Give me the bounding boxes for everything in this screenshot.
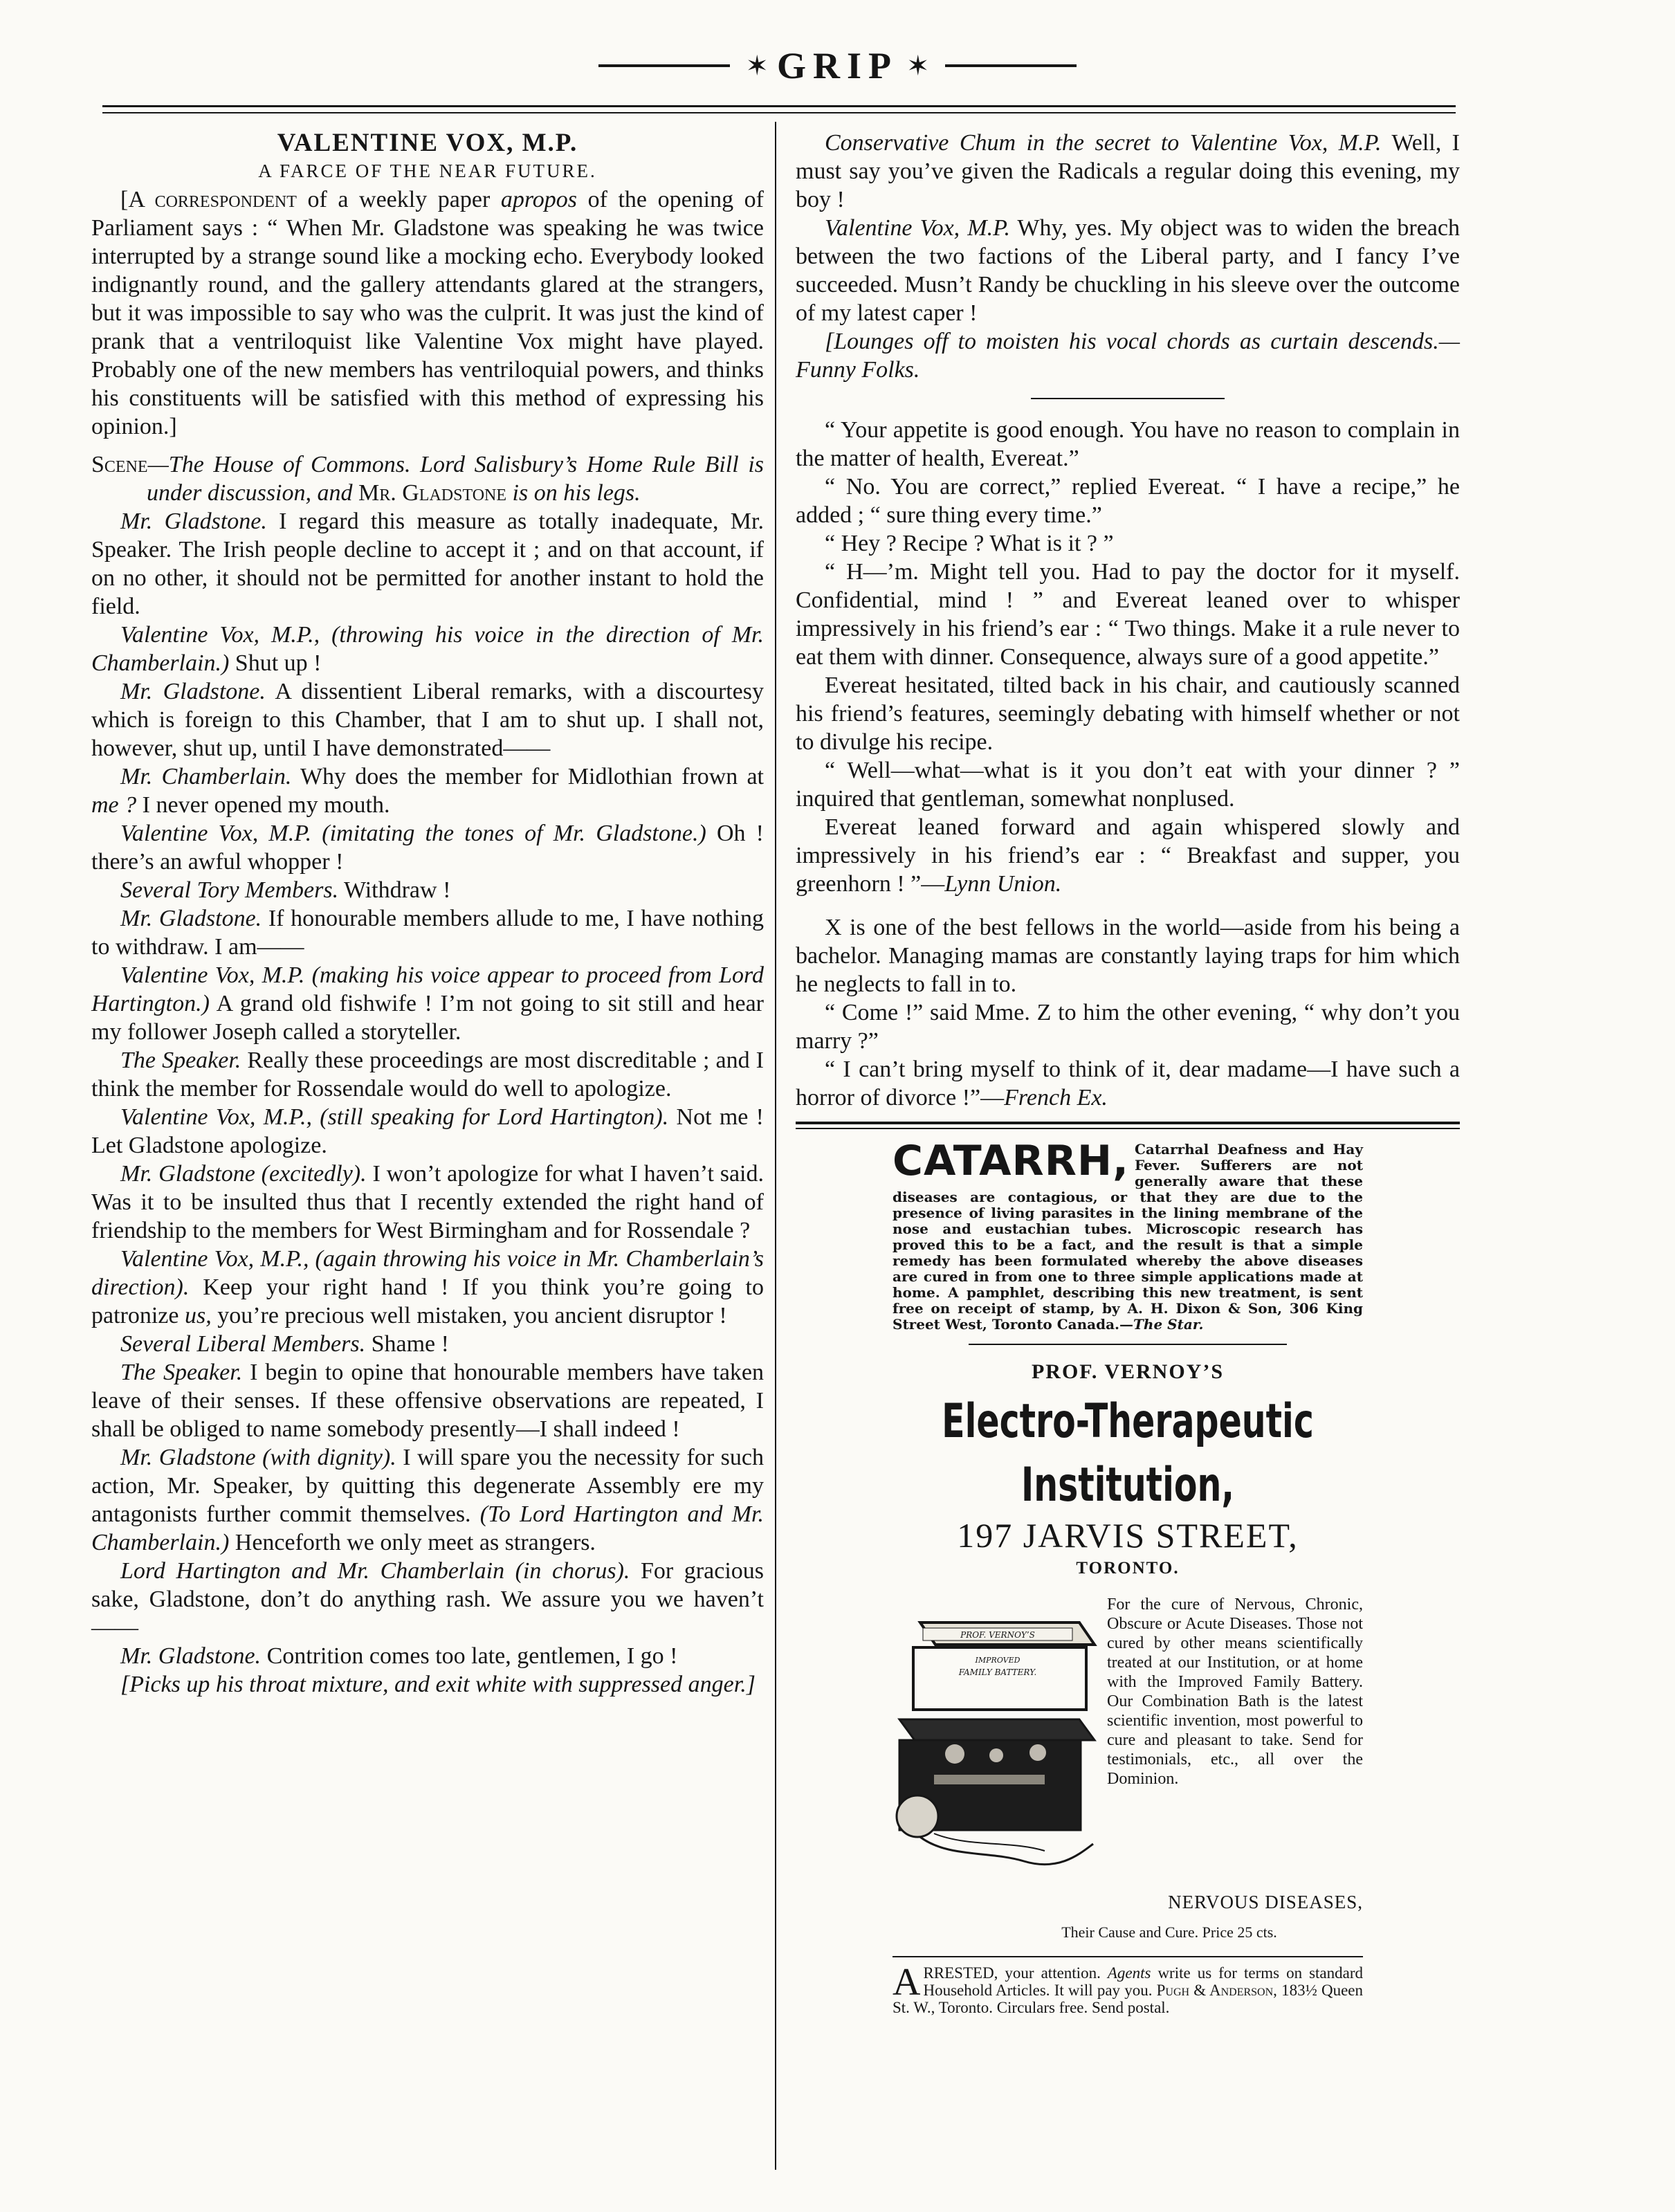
masthead-rule-right: [945, 64, 1077, 67]
source-credit: The Star.: [1133, 1316, 1204, 1333]
ad-proprietor: PROF. VERNOY’S: [1031, 1360, 1225, 1383]
box-label: FAMILY BATTERY.: [958, 1667, 1037, 1677]
star-icon: ✶: [745, 50, 769, 82]
anecdote-paragraph: “ Well—what—what is it you don’t eat with your dinner ? ” inquired that gentleman, somewhat nonplused.: [796, 758, 1460, 812]
dialogue-line: Mr. Chamberlain. Why does the member for Midlothian frown at me ? I never opened my mouth.: [91, 764, 764, 818]
dialogue-line: Mr. Gladstone. A dissentient Liberal remarks, with a discourtesy which is foreign to this Chamber, that I am to shut up. I shall not, however, shut up, until I have demonstrated——: [91, 679, 764, 761]
dialogue-line: The Speaker. I begin to opine that honourable members have taken leave of their senses. If these offensive observations are repeated, I shall be obliged to name somebody presently—I shall indeed !: [91, 1360, 764, 1442]
drop-cap: A: [893, 1961, 921, 2004]
masthead: [0, 44, 1675, 87]
right-column: [796, 129, 1460, 2016]
ad-description: For the cure of Nervous, Chronic, Obscure or Acute Diseases. Those not cured by other means scientifically treated at our Institution, or at home with the Improved Family Battery. Our Combination Bath is the latest scientific invention, most powerful to cure and pleasant to take. Send for testimonials, etc., all over the Dominion.: [1107, 1596, 1363, 1788]
anecdote-paragraph: X is one of the best fellows in the world—aside from his being a bachelor. Managing mamas are constantly laying traps for him which he neglects to fall in to.: [796, 915, 1460, 997]
vernoy-advertisement: [893, 1358, 1363, 1946]
anecdote-paragraph: “ Hey ? Recipe ? What is it ? ”: [825, 531, 1114, 556]
anecdote-paragraph: “ H—’m. Might tell you. Had to pay the doctor for it myself. Confidential, mind ! ” and Evereat leaned over to whisper impressively in his friend’s ear : “ Two things. Make it a rule never to eat them with dinner. Consequence, always sure of a good appetite.”: [796, 559, 1460, 670]
dialogue-line: Mr. Gladstone. I regard this measure as totally inadequate, Mr. Speaker. The Irish people decline to accept it ; and on that account, if on no other, it should not be permitted for another instant to hold the field.: [91, 509, 764, 619]
source-credit: Lynn Union.: [944, 871, 1062, 897]
scene-direction: Scene—The House of Commons. Lord Salisbury’s Home Rule Bill is under discussion, and Mr. Gladstone is on his legs.: [91, 452, 764, 506]
anecdote-paragraph: Evereat hesitated, tilted back in his chair, and cautiously scanned his friend’s features, seemingly debating with himself whether or not to divulge his recipe.: [796, 673, 1460, 755]
ad-price-line: Their Cause and Cure. Price 25 cts.: [1061, 1923, 1277, 1941]
box-label: IMPROVED: [975, 1656, 1020, 1665]
header-rule: [102, 105, 1456, 107]
article-intro: [A correspondent of a weekly paper apropos of the opening of Parliament says : “ When Mr. Gladstone was speaking he was twice interrupted by a strange sound like a mocking echo. Everybody looked indignantly round, and the gallery attendants glared at the strangers, but it was impossible to say who was the culprit. It was just the kind of prank that a ventriloquist like Valentine Vox might have played. Probably one of the new members has ventriloquial powers, and thinks his constituents will be satisfied with this method of expressing his opinion.]: [91, 187, 764, 439]
masthead-rule-left: [598, 64, 730, 67]
anecdote-paragraph: “ I can’t bring myself to think of it, dear madame—I have such a horror of divorce !”—French Ex.: [796, 1057, 1460, 1110]
catarrh-advertisement: CATARRH, Catarrhal Deafness and Hay Fever. Sufferers are not generally aware that these diseases are contagious, or that they are due to the presence of living parasites in the lining membrane of the nose and eustachian tubes. Microscopic research has proved this to be a fact, and the result is that a simple remedy has been formulated whereby the above diseases are cured in from one to three simple applications made at home. A pamphlet, describing this new treatment, is sent free on receipt of stamp, by A. H. Dixon & Son, 306 King Street West, Toronto Canada.—The Star.: [893, 1137, 1363, 1333]
dialogue-line: Mr. Gladstone. Contrition comes too late, gentlemen, I go !: [120, 1643, 678, 1669]
dialogue-line: The Speaker. Really these proceedings are most discreditable ; and I think the member for Rossendale would do well to apologize.: [91, 1048, 764, 1102]
dialogue-line: Mr. Gladstone (excitedly). I won’t apologize for what I haven’t said. Was it to be insulted thus that I recently extended the right hand of friendship to the members for West Birmingham and for Rossendale ?: [91, 1161, 764, 1243]
stage-direction: [Picks up his throat mixture, and exit white with suppressed anger.]: [120, 1672, 756, 1697]
ad-institution-name: Electro-Therapeutic Institution,: [942, 1394, 1314, 1512]
dialogue-line: Mr. Gladstone (with dignity). I will spare you the necessity for such action, Mr. Speaker, by quitting this degenerate Assembly ere my antagonists further commit themselves. (To Lord Hartington and Mr. Chamberlain.) Henceforth we only meet as strangers.: [91, 1445, 764, 1555]
dialogue-line: Valentine Vox, M.P. (making his voice appear to proceed from Lord Hartington.) A grand old fishwife ! I’m not going to sit still and hear my follower Joseph called a storyteller.: [91, 962, 764, 1045]
box-label: PROF. VERNOY’S: [960, 1630, 1035, 1640]
battery-box-illustration: [893, 1609, 1100, 1872]
ad-city: TORONTO.: [1076, 1559, 1180, 1578]
ad-tagline: NERVOUS DISEASES,: [1168, 1892, 1363, 1912]
ad-street: 197 JARVIS STREET,: [957, 1516, 1299, 1555]
column-divider: [775, 122, 776, 2170]
source-credit: French Ex.: [1004, 1085, 1108, 1110]
pugh-anderson-advertisement: ARRESTED, your attention. Agents write us for terms on standard Household Articles. It will pay you. Pugh & Anderson, 183½ Queen St. W., Toronto. Circulars free. Send postal.: [893, 1961, 1364, 2016]
stage-direction: [Lounges off to moisten his vocal chords as curtain descends.—Funny Folks.: [796, 329, 1460, 383]
dialogue-line: Valentine Vox, M.P., (still speaking for Lord Hartington). Not me ! Let Gladstone apologize.: [91, 1104, 764, 1158]
article-title: VALENTINE VOX, M.P.: [277, 129, 578, 157]
dialogue-line: Valentine Vox, M.P., (again throwing his voice in Mr. Chamberlain’s direction). Keep your right hand ! If you think you’re going to patronize us, you’re precious well mistaken, you ancient disruptor !: [91, 1246, 764, 1328]
ad-section-rule: [796, 1128, 1460, 1129]
header-rule: [102, 112, 1456, 113]
dialogue-line: Valentine Vox, M.P. Why, yes. My object was to widen the breach between the two factions of the Liberal party, and I fancy I’ve succeeded. Musn’t Randy be chuckling in his sleeve over the outcome of my latest caper !: [796, 215, 1460, 326]
ad-separator: [969, 1344, 1287, 1345]
left-column: [91, 129, 764, 1699]
ad-headline: CATARRH,: [893, 1137, 1129, 1185]
page-title: GRIP: [777, 45, 898, 86]
anecdote-paragraph: “ Come !” said Mme. Z to him the other evening, “ why don’t you marry ?”: [796, 1000, 1460, 1054]
section-separator: [1031, 398, 1225, 399]
star-icon: ✶: [906, 50, 930, 82]
ad-separator: [893, 1956, 1363, 1957]
ad-section-rule: [796, 1122, 1460, 1124]
dialogue-line: Lord Hartington and Mr. Chamberlain (in chorus). For gracious sake, Gladstone, don’t do anything rash. We assure you we haven’t——: [91, 1558, 764, 1640]
source-credit: Funny Folks.: [796, 357, 920, 383]
anecdote-paragraph: Evereat leaned forward and again whispered slowly and impressively in his friend’s ear : “ Breakfast and supper, you greenhorn ! ”—Lynn Union.: [796, 814, 1460, 897]
article-subtitle: A FARCE OF THE NEAR FUTURE.: [258, 161, 597, 181]
anecdote-paragraph: “ Your appetite is good enough. You have no reason to complain in the matter of health, Evereat.”: [796, 417, 1460, 471]
dialogue-line: Valentine Vox, M.P. (imitating the tones of Mr. Gladstone.) Oh ! there’s an awful whopper !: [91, 821, 764, 875]
dialogue-line: Several Liberal Members. Shame !: [120, 1331, 449, 1357]
dialogue-line: Valentine Vox, M.P., (throwing his voice in the direction of Mr. Chamberlain.) Shut up !: [91, 622, 764, 676]
anecdote-paragraph: “ No. You are correct,” replied Evereat. “ I have a recipe,” he added ; “ sure thing every time.”: [796, 474, 1460, 528]
dialogue-line: Several Tory Members. Withdraw !: [120, 877, 451, 903]
dialogue-line: Conservative Chum in the secret to Valentine Vox, M.P. Well, I must say you’ve given the Radicals a regular doing this evening, my boy !: [796, 130, 1461, 212]
dialogue-line: Mr. Gladstone. If honourable members allude to me, I have nothing to withdraw. I am——: [91, 906, 764, 960]
